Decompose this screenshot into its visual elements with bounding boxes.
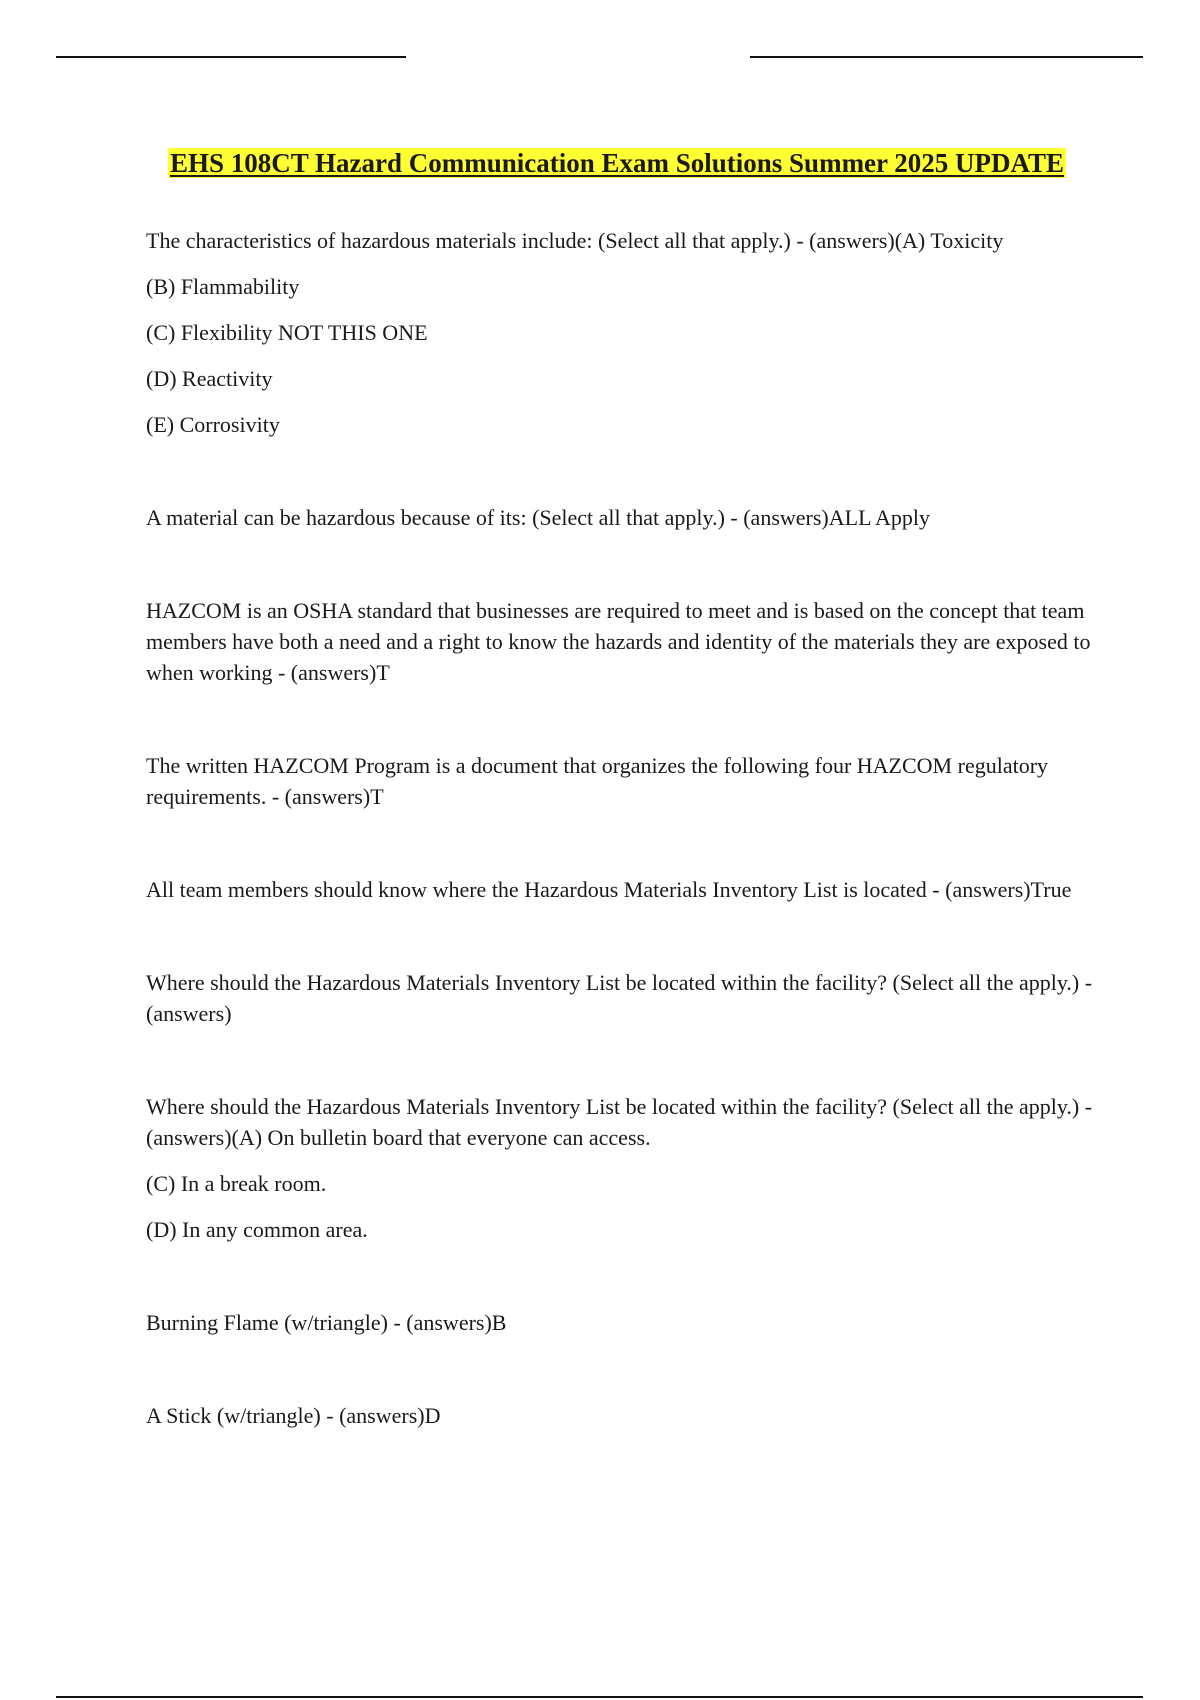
question-text: A material can be hazardous because of its: (Select all that apply.) - (answers)ALL Apply [146,505,930,530]
answer-option: (C) In a break room. [146,1171,327,1196]
answer-option: (E) Corrosivity [146,412,280,437]
question-text: All team members should know where the Hazardous Materials Inventory List is located - (answers)True [146,877,1072,902]
qa-item [146,502,1096,533]
qa-item [146,1400,1096,1431]
question-text: The written HAZCOM Program is a document that organizes the following four HAZCOM regulatory requirements. - (answers)T [146,753,1049,809]
question-text: Where should the Hazardous Materials Inventory List be located within the facility? (Select all the apply.) - (answers) [146,970,1093,1026]
qa-item [146,874,1096,905]
footer-rule [56,1696,1143,1698]
spacer [146,1338,1096,1400]
qa-item [146,750,1096,812]
qa-item [146,1091,1096,1245]
spacer [146,812,1096,874]
answer-option: (D) In any common area. [146,1217,368,1242]
question-text: Where should the Hazardous Materials Inventory List be located within the facility? (Select all the apply.) - (answers)(A) On bulletin board that everyone can access. [146,1094,1093,1150]
question-text: HAZCOM is an OSHA standard that businesses are required to meet and is based on the concept that team members have both a need and a right to know the hazards and identity of the materials they are exposed to when working - (answers)T [146,598,1091,685]
qa-list [146,225,1096,1431]
spacer [146,533,1096,595]
spacer [146,1029,1096,1091]
qa-item [146,967,1096,1029]
spacer [146,905,1096,967]
page-title [0,146,1200,180]
question-text: Burning Flame (w/triangle) - (answers)B [146,1310,507,1335]
question-text: A Stick (w/triangle) - (answers)D [146,1403,441,1428]
spacer [146,440,1096,502]
spacer [146,1245,1096,1307]
qa-item [146,225,1096,440]
header-rule-left [56,56,406,58]
spacer [146,688,1096,750]
qa-item [146,1307,1096,1338]
answer-option: (B) Flammability [146,274,300,299]
question-text: The characteristics of hazardous materials include: (Select all that apply.) - (answers)(A) Toxicity [146,228,1004,253]
qa-item [146,595,1096,688]
answer-option: (D) Reactivity [146,366,273,391]
answer-option: (C) Flexibility NOT THIS ONE [146,320,428,345]
page-title-text: EHS 108CT Hazard Communication Exam Solutions Summer 2025 UPDATE [169,148,1065,178]
header-rule-right [750,56,1143,58]
